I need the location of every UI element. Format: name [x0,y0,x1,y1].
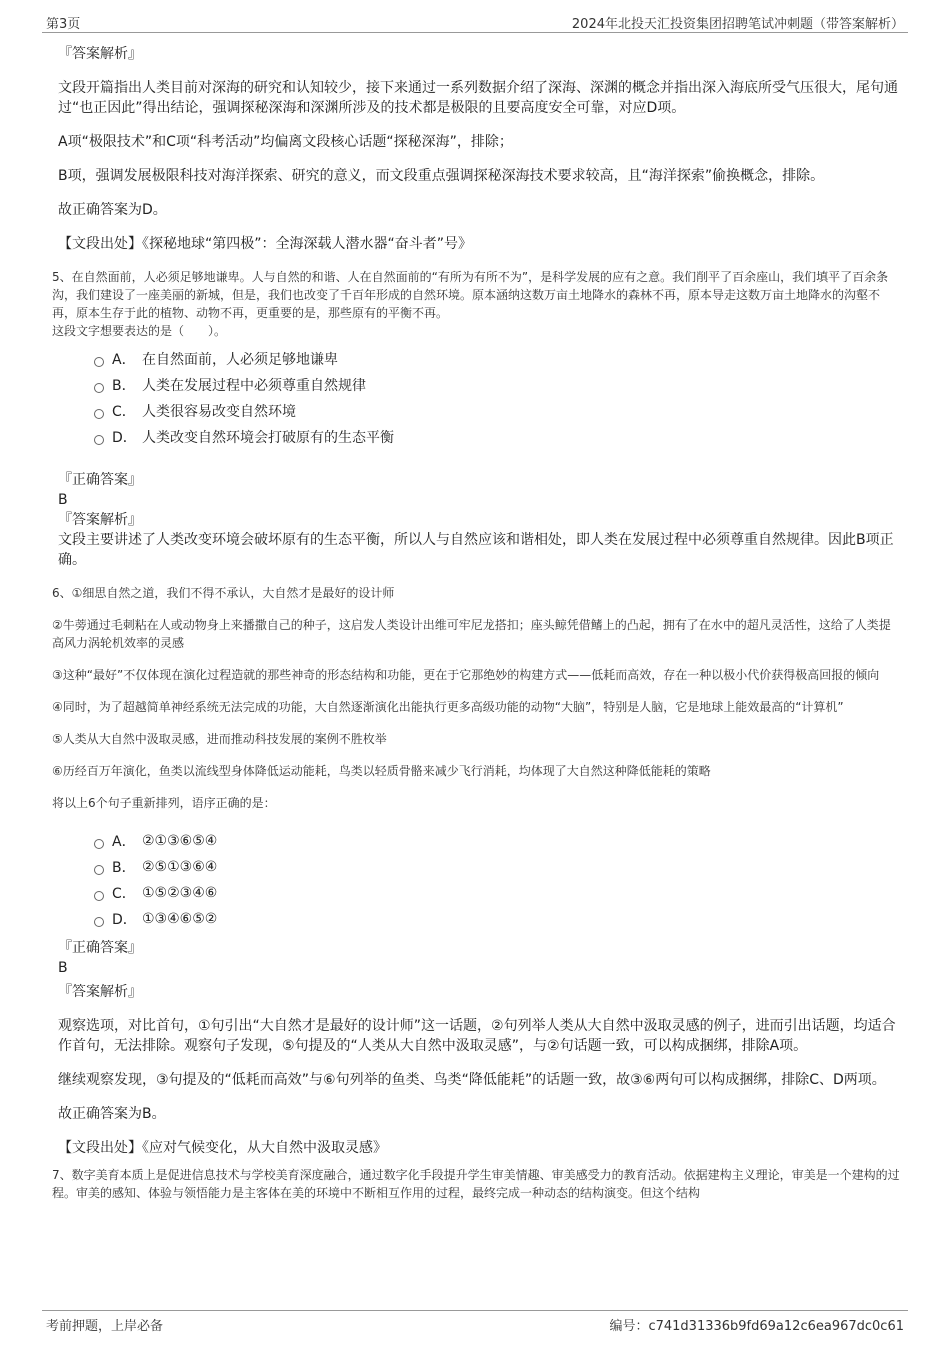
option-c[interactable]: C． ①⑤②③④⑥ [94,880,900,906]
question-stem: 7、数字美育本质上是促进信息技术与学校美育深度融合，通过数字化手段提升学生审美情趣、审美感受力的教育活动。依据建构主义理论，审美是一个建构的过程。审美的感知、体验与领悟能力是主客体在美的环境中不断相互作用的过程，最终完成一种动态的结构演变。但这个结构 [52,1168,900,1200]
question-prompt: 这段文字想要表达的是（ ）。 [52,324,227,338]
page-number: 第3页 [46,17,81,32]
analysis-conclusion: 故正确答案为B。 [58,1106,166,1122]
sentence-3: ③这种“最好”不仅体现在演化过程造就的那些神奇的形态结构和功能，更在于它那绝妙的构建方式——低耗而高效，存在一种以极小代价获得极高回报的倾向 [52,668,880,682]
correct-answer-label: 『正确答案』 [58,940,142,956]
question-stem: 6、①细思自然之道，我们不得不承认，大自然才是最好的设计师 [52,586,395,600]
analysis-label: 『答案解析』 [58,984,142,1000]
option-text: ①⑤②③④⑥ [142,885,218,901]
radio-icon[interactable] [94,435,104,445]
page-content [52,38,900,1202]
analysis-paragraph: B项，强调发展极限科技对海洋探索、研究的意义，而文段重点强调探秘深海技术要求较高，且“海洋探索”偷换概念，排除。 [58,168,825,184]
correct-answer: B [58,960,68,976]
passage-source: 【文段出处】《探秘地球“第四极”：全海深载人潜水器“奋斗者”号》 [58,236,473,252]
radio-icon[interactable] [94,839,104,849]
analysis-conclusion: 故正确答案为D。 [58,202,167,218]
option-a[interactable]: A． ②①③⑥⑤④ [94,828,900,854]
option-text: 人类改变自然环境会打破原有的生态平衡 [142,430,394,446]
option-b[interactable]: B． 人类在发展过程中必须尊重自然规律 [94,372,900,398]
option-text: ②⑤①③⑥④ [142,859,218,875]
analysis-paragraph: 观察选项，对比首句，①句引出“大自然才是最好的设计师”这一话题，②句列举人类从大自然中汲取灵感的例子，进而引出话题，均适合作首句，无法排除。观察句子发现，⑤句提及的“人类从大自然中汲取灵感”，与②句话题一致，可以构成捆绑，排除A项。 [58,1018,896,1054]
document-title: 2024年北投天汇投资集团招聘笔试冲刺题（带答案解析） [571,17,904,32]
option-a[interactable]: A． 在自然面前，人必须足够地谦卑 [94,346,900,372]
radio-icon[interactable] [94,891,104,901]
sentence-2: ②牛蒡通过毛刺粘在人或动物身上来播撒自己的种子，这启发人类设计出维可牢尼龙搭扣；座头鲸凭借鳍上的凸起，拥有了在水中的超凡灵活性，这给了人类提高风力涡轮机效率的灵感 [52,618,891,650]
question-prompt: 将以上6个句子重新排列，语序正确的是： [52,796,276,810]
correct-answer: B [58,492,68,508]
page-header [42,10,908,33]
option-text: ②①③⑥⑤④ [142,833,218,849]
question-6 [52,584,900,1158]
question-5 [52,268,900,570]
question-stem: 5、在自然面前，人必须足够地谦卑。人与自然的和谐、人在自然面前的“有所为有所不为”，是科学发展的应有之意。我们削平了百余座山，我们填平了百余条沟，我们建设了一座美丽的新城，但是，我们也改变了千百年形成的自然环境。原本涵纳这数万亩土地降水的森林不再，原本导走这数万亩土地降水的沟壑不再，原本生存于此的植物、动物不再，更重要的是，那些原有的平衡不再。 [52,270,889,320]
analysis-paragraph: 文段开篇指出人类目前对深海的研究和认知较少，接下来通过一系列数据介绍了深海、深渊的概念并指出深入海底所受气压很大，尾句通过“也正因此”得出结论，强调探秘深海和深渊所涉及的技术都是极限的且要高度安全可靠，对应D项。 [58,80,898,116]
page-footer [42,1310,908,1335]
radio-icon[interactable] [94,917,104,927]
analysis-paragraph: A项“极限技术”和C项“科考活动”均偏离文段核心话题“探秘深海”，排除； [58,134,513,150]
option-text: 人类很容易改变自然环境 [142,404,296,420]
option-list [94,346,900,450]
option-text: 人类在发展过程中必须尊重自然规律 [142,378,366,394]
option-d[interactable]: D． 人类改变自然环境会打破原有的生态平衡 [94,424,900,450]
radio-icon[interactable] [94,383,104,393]
analysis-paragraph: 文段主要讲述了人类改变环境会破坏原有的生态平衡，所以人与自然应该和谐相处，即人类在发展过程中必须尊重自然规律。因此B项正确。 [58,532,894,568]
q4-analysis [52,44,900,254]
sentence-5: ⑤人类从大自然中汲取灵感，进而推动科技发展的案例不胜枚举 [52,732,387,746]
option-d[interactable]: D． ①③④⑥⑤② [94,906,900,932]
footer-slogan: 考前押题，上岸必备 [46,1319,164,1334]
option-text: 在自然面前，人必须足够地谦卑 [142,352,338,368]
option-text: ①③④⑥⑤② [142,911,218,927]
radio-icon[interactable] [94,409,104,419]
analysis-label: 『答案解析』 [58,46,142,62]
question-7 [52,1166,900,1202]
radio-icon[interactable] [94,357,104,367]
correct-answer-label: 『正确答案』 [58,472,142,488]
analysis-label: 『答案解析』 [58,512,142,528]
sentence-6: ⑥历经百万年演化，鱼类以流线型身体降低运动能耗，鸟类以轻质骨骼来减少飞行消耗，均体现了大自然这种降低能耗的策略 [52,764,711,778]
option-b[interactable]: B． ②⑤①③⑥④ [94,854,900,880]
sentence-4: ④同时，为了超越简单神经系统无法完成的功能，大自然逐渐演化出能执行更多高级功能的动物“大脑”，特别是人脑，它是地球上能效最高的“计算机” [52,700,844,714]
option-c[interactable]: C． 人类很容易改变自然环境 [94,398,900,424]
passage-source: 【文段出处】《应对气候变化，从大自然中汲取灵感》 [58,1140,387,1156]
analysis-paragraph: 继续观察发现，③句提及的“低耗而高效”与⑥句列举的鱼类、鸟类“降低能耗”的话题一致，故③⑥两句可以构成捆绑，排除C、D两项。 [58,1072,886,1088]
option-list [94,828,900,932]
document-code: 编号：c741d31336b9fd69a12c6ea967dc0c61 [609,1319,904,1334]
radio-icon[interactable] [94,865,104,875]
